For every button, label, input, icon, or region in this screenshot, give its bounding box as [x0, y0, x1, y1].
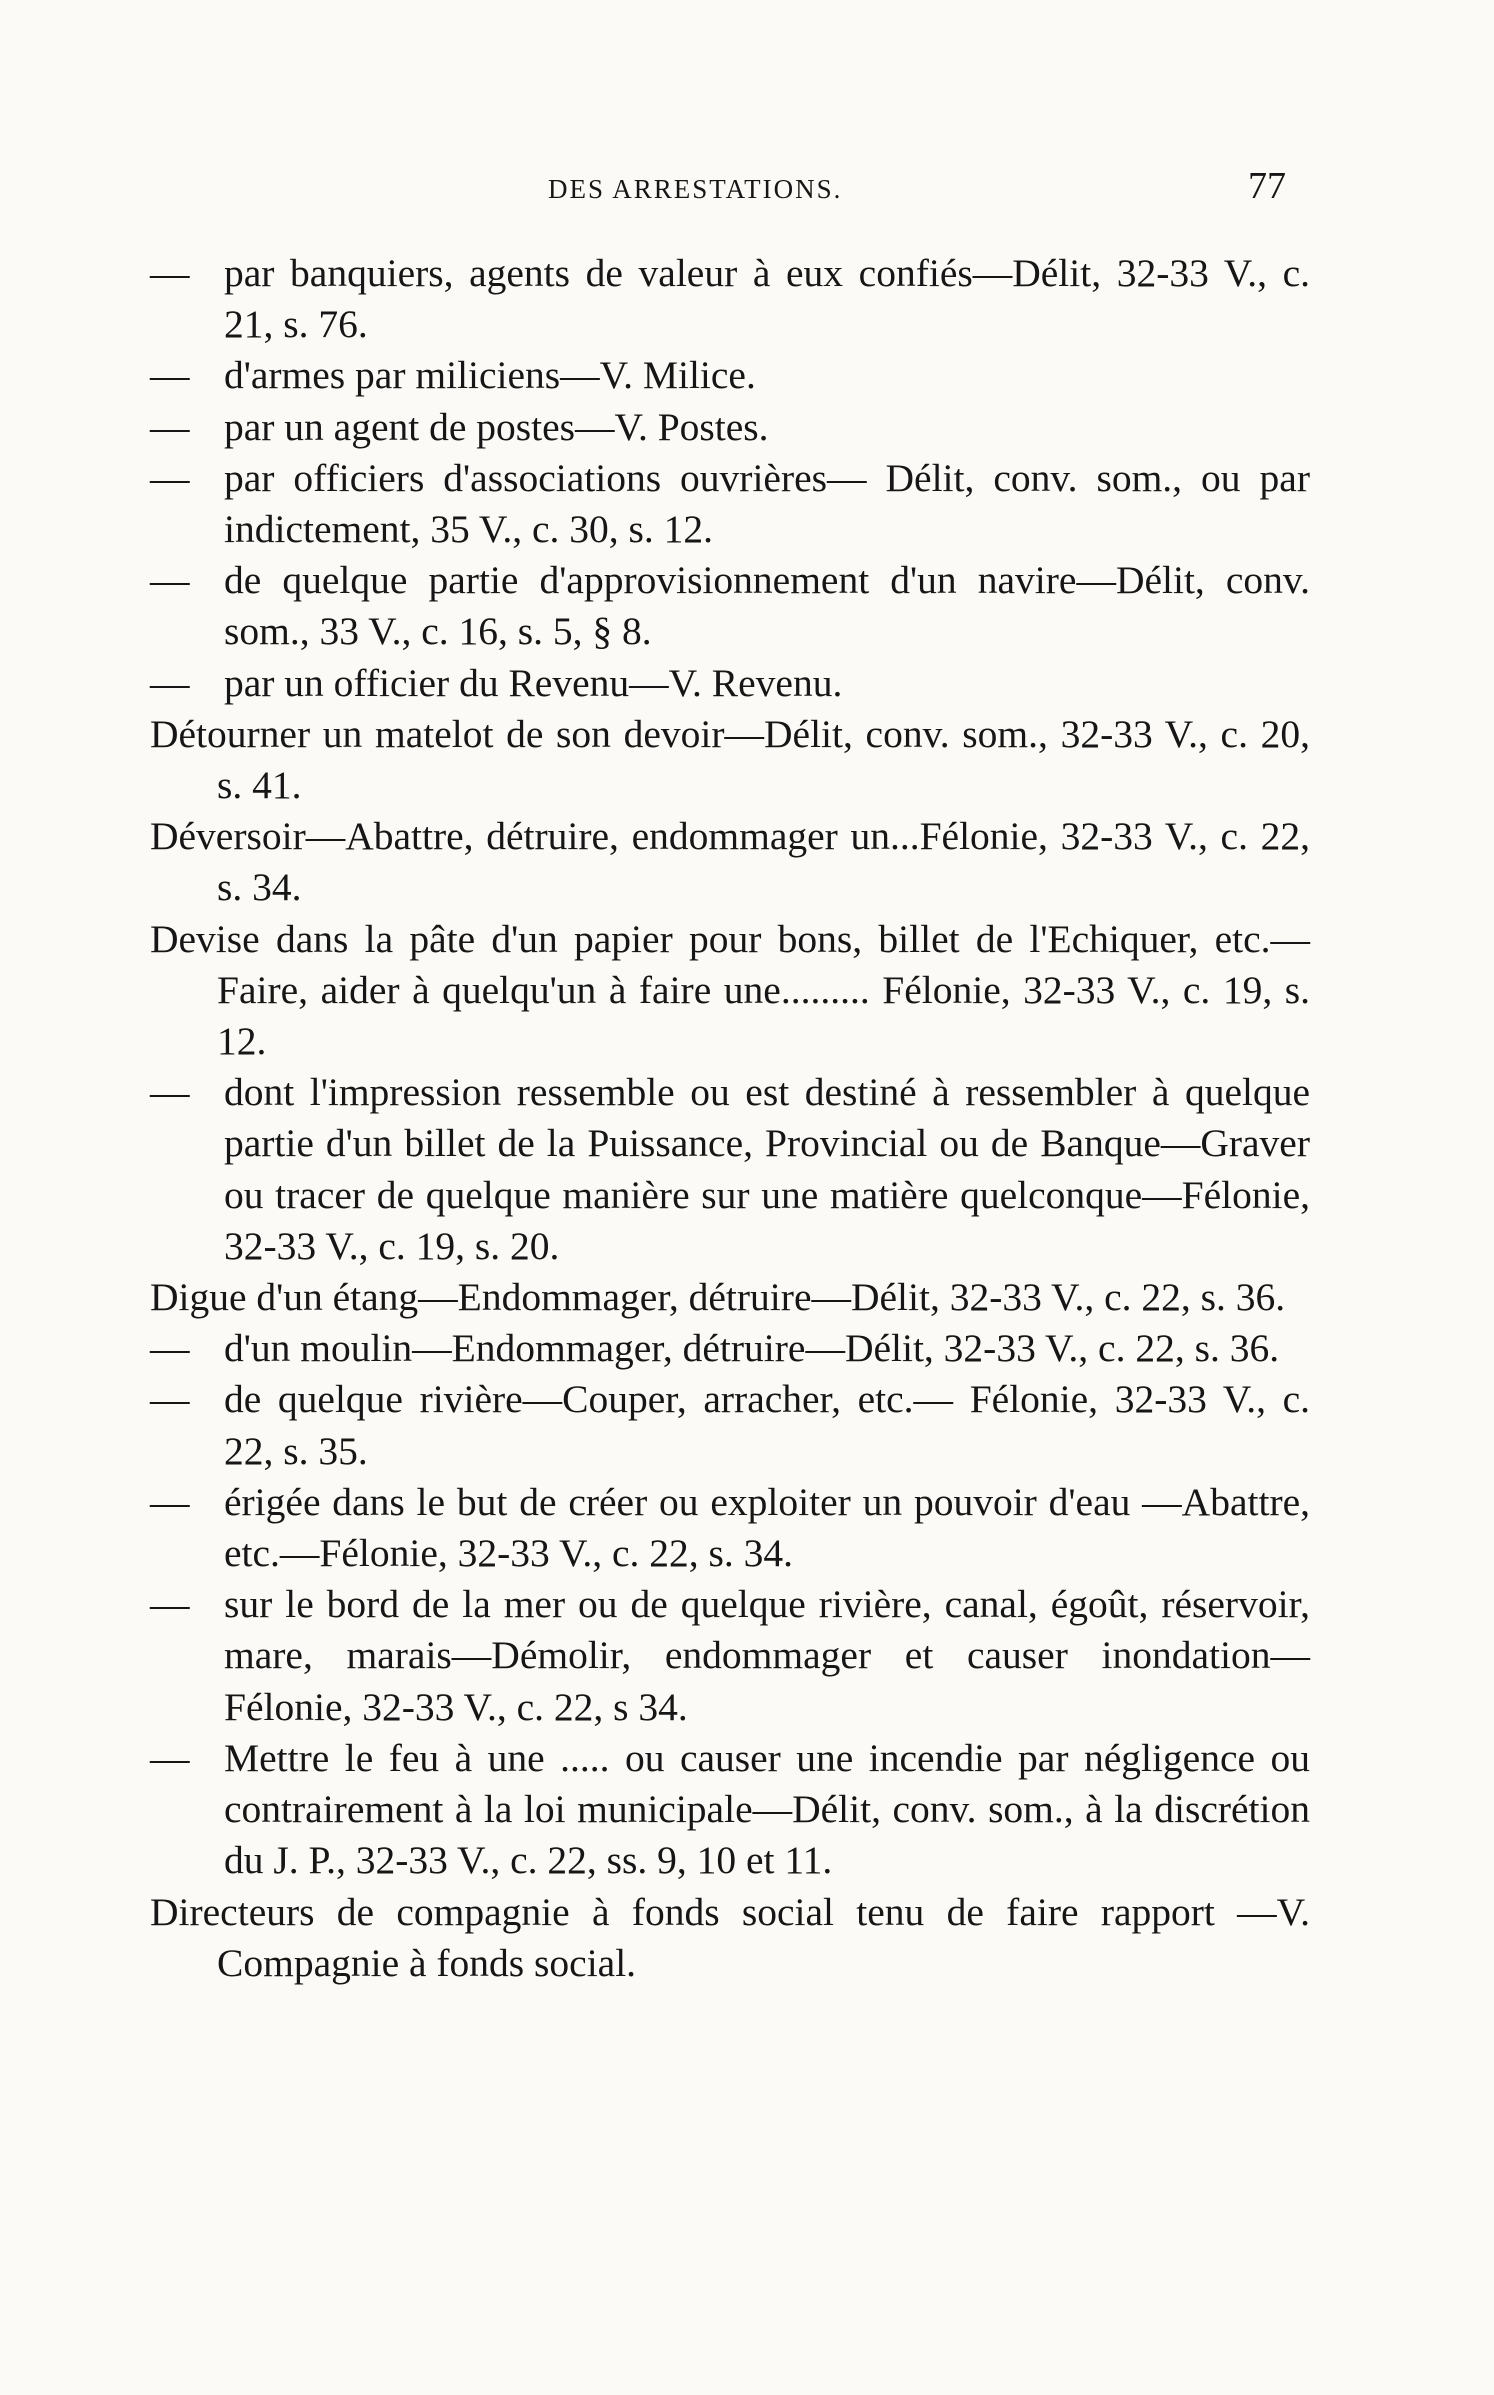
index-entry: [150, 402, 1310, 453]
entry-text: par officiers d'associations ouvrières— Délit, conv. som., ou par indictement, 35 V., c. 30, s. 12.: [224, 455, 1310, 552]
index-entry: [150, 248, 1310, 350]
entry-text: d'un moulin—Endommager, détruire—Délit, 32-33 V., c. 22, s. 36.: [224, 1326, 1280, 1371]
entry-text: Directeurs de compagnie à fonds social tenu de faire rapport —V. Compagnie à fonds social.: [150, 1889, 1310, 1985]
index-entry: [150, 914, 1310, 1068]
dash-marker: —: [150, 660, 190, 705]
index-entry: [150, 1733, 1310, 1887]
dash-marker: —: [150, 1070, 190, 1115]
index-entry: [150, 1323, 1310, 1374]
index-entry: [150, 658, 1310, 709]
entry-text: Déversoir—Abattre, détruire, endommager un...Félonie, 32-33 V., c. 22, s. 34.: [150, 814, 1310, 910]
dash-marker: —: [150, 1377, 190, 1422]
index-entry: [150, 350, 1310, 401]
index-entry: [150, 1272, 1310, 1323]
dash-marker: —: [150, 1735, 190, 1780]
index-entry: [150, 1579, 1310, 1733]
entry-text: Digue d'un étang—Endommager, détruire—Délit, 32-33 V., c. 22, s. 36.: [150, 1275, 1286, 1320]
entry-text: de quelque rivière—Couper, arracher, etc.— Félonie, 32-33 V., c. 22, s. 35.: [224, 1377, 1310, 1473]
entry-text: d'armes par miliciens—V. Milice.: [224, 353, 756, 398]
entry-text: par un officier du Revenu—V. Revenu.: [224, 660, 843, 705]
index-entry: [150, 1374, 1310, 1476]
entry-text: Devise dans la pâte d'un papier pour bons, billet de l'Echiquer, etc.—Faire, aider à quelqu'un à faire une......... Félonie, 32-33 V., c. 19, s. 12.: [150, 916, 1310, 1064]
index-entry: [150, 555, 1310, 657]
index-entry: [150, 1477, 1310, 1579]
index-entry: [150, 1067, 1310, 1272]
entry-text: de quelque partie d'approvisionnement d'un navire—Délit, conv. som., 33 V., c. 16, s. 5, § 8.: [224, 558, 1310, 654]
entry-text: sur le bord de la mer ou de quelque rivière, canal, égoût, réservoir, mare, marais—Démolir, endommager et causer inondation—Félonie, 32-33 V., c. 22, s 34.: [224, 1582, 1310, 1729]
index-entries: [150, 248, 1310, 1989]
index-entry: [150, 811, 1310, 913]
dash-marker: —: [150, 1479, 190, 1524]
entry-text: érigée dans le but de créer ou exploiter un pouvoir d'eau —Abattre, etc.—Félonie, 32-33 V., c. 22, s. 34.: [224, 1479, 1310, 1576]
entry-text: par un agent de postes—V. Postes.: [224, 404, 769, 449]
entry-text: par banquiers, agents de valeur à eux confiés—Délit, 32-33 V., c. 21, s. 76.: [224, 251, 1310, 347]
page-number: 77: [1248, 165, 1286, 207]
running-title: DES ARRESTATIONS.: [548, 174, 843, 204]
entry-text: dont l'impression ressemble ou est destiné à ressembler à quelque partie d'un billet de la Puissance, Provincial ou de Banque—Graver ou tracer de quelque manière sur une matière quelconque—Félonie, 32-33 V., c. 19, s. 20.: [224, 1070, 1310, 1268]
dash-marker: —: [150, 251, 190, 295]
entry-text: Détourner un matelot de son devoir—Délit, conv. som., 32-33 V., c. 20, s. 41.: [150, 711, 1310, 808]
dash-marker: —: [150, 1326, 190, 1371]
dash-marker: —: [150, 353, 190, 398]
entry-text: Mettre le feu à une ..... ou causer une incendie par négligence ou contrairement à la loi municipale—Délit, conv. som., à la discrétion du J. P., 32-33 V., c. 22, ss. 9, 10 et 11.: [224, 1735, 1310, 1883]
dash-marker: —: [150, 558, 190, 603]
index-entry: [150, 1887, 1310, 1989]
index-entry: [150, 709, 1310, 811]
dash-marker: —: [150, 455, 190, 500]
dash-marker: —: [150, 1582, 190, 1627]
dash-marker: —: [150, 404, 190, 449]
index-entry: [150, 453, 1310, 555]
